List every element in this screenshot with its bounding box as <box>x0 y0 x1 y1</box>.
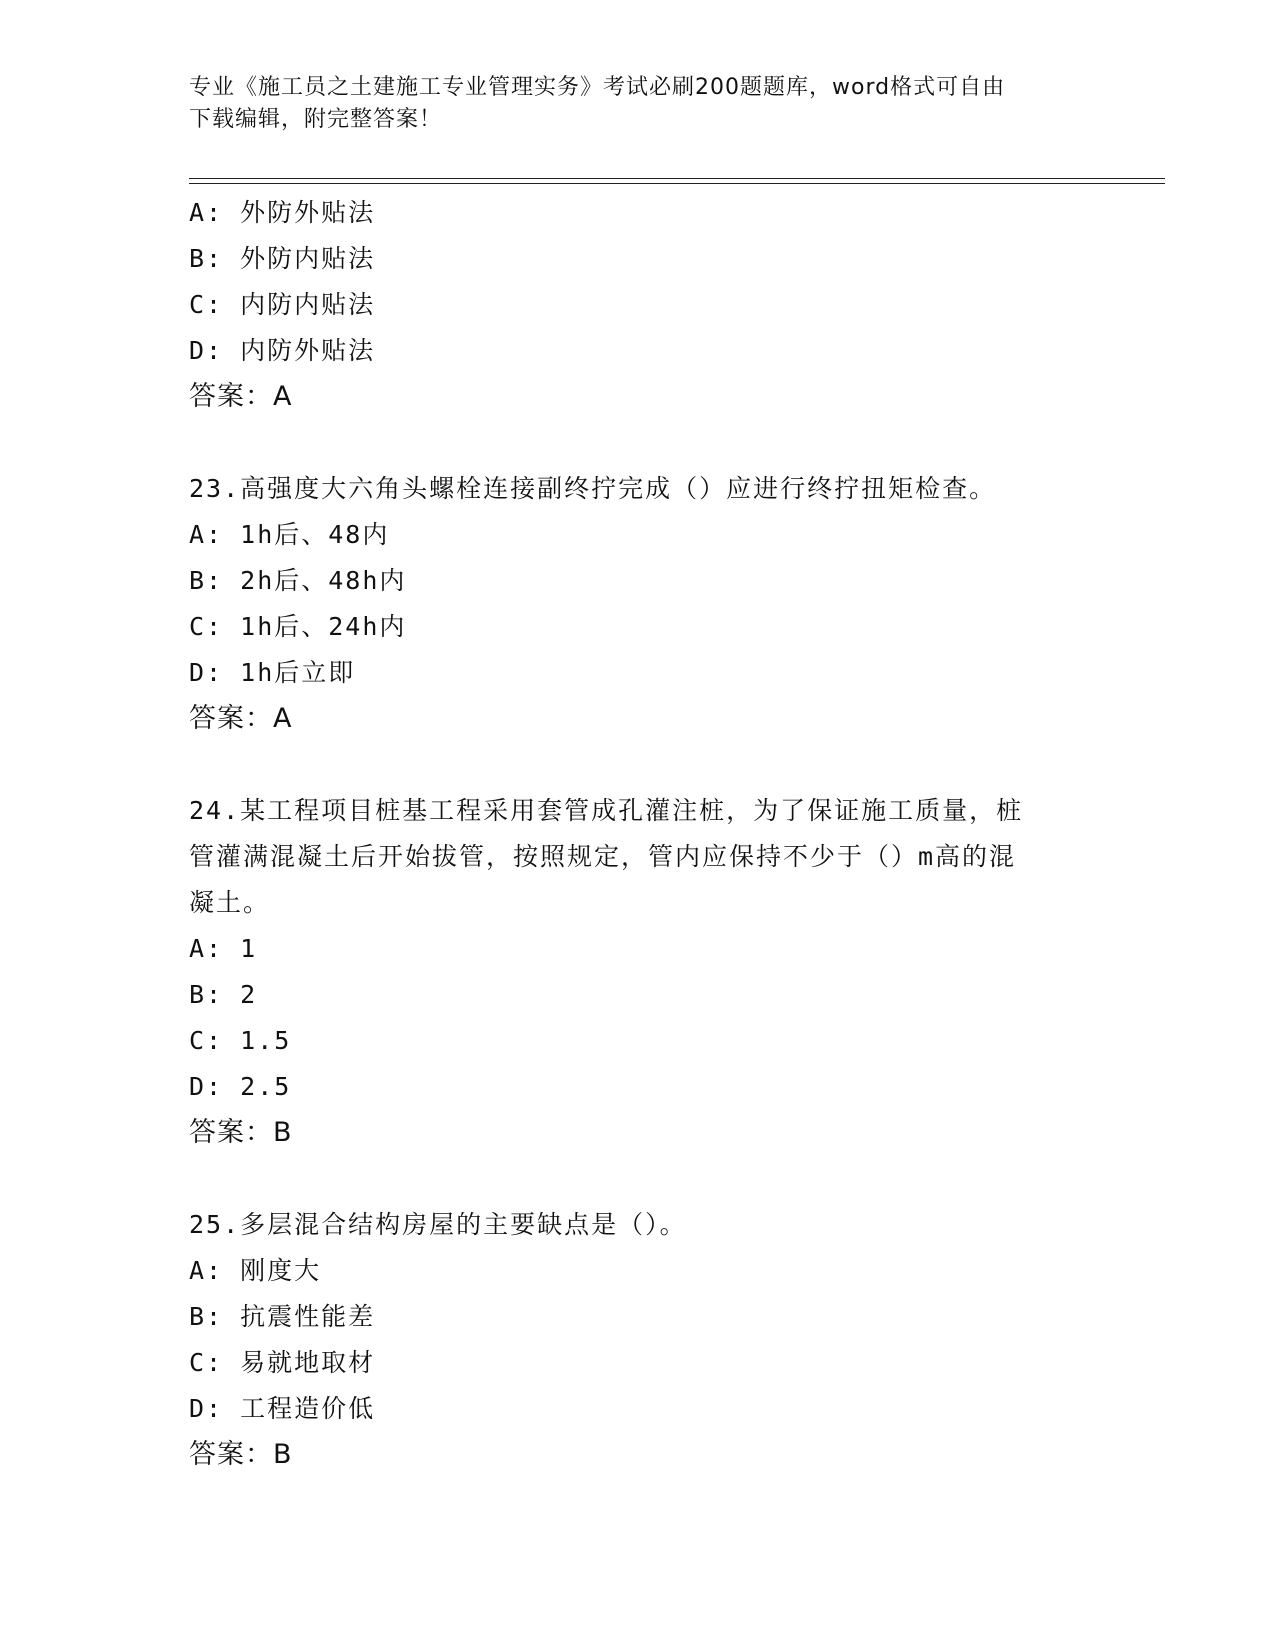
option-d: D: 内防外贴法 <box>189 336 376 365</box>
answer-line: 答案：A <box>189 381 293 412</box>
question-25 <box>189 1202 1149 1478</box>
question-stem-line: 凝土。 <box>189 888 271 917</box>
question-stem <box>189 788 1089 926</box>
question-stem: 25.多层混合结构房屋的主要缺点是（）。 <box>189 1210 687 1239</box>
question-list <box>189 190 1149 1478</box>
option-a: A: 刚度大 <box>189 1256 322 1285</box>
spacer <box>189 742 1149 788</box>
option-d: D: 1h后立即 <box>189 658 356 687</box>
option-c: C: 内防内贴法 <box>189 290 376 319</box>
document-header <box>189 72 1089 136</box>
option-d: D: 工程造价低 <box>189 1394 376 1423</box>
option-a: A: 外防外贴法 <box>189 198 376 227</box>
option-b: B: 抗震性能差 <box>189 1302 376 1331</box>
option-c: C: 易就地取材 <box>189 1348 376 1377</box>
option-a: A: 1h后、48内 <box>189 520 390 549</box>
option-b: B: 2h后、48h内 <box>189 566 407 595</box>
question-22 <box>189 190 1149 420</box>
answer-line: 答案：B <box>189 1439 293 1470</box>
option-a: A: 1 <box>189 934 258 963</box>
question-stem-line: 管灌满混凝土后开始拔管，按照规定，管内应保持不少于（）m高的混 <box>189 842 1017 871</box>
question-24 <box>189 788 1149 1156</box>
answer-line: 答案：A <box>189 703 293 734</box>
option-c: C: 1.5 <box>189 1026 292 1055</box>
option-c: C: 1h后、24h内 <box>189 612 407 641</box>
spacer <box>189 1156 1149 1202</box>
answer-line: 答案：B <box>189 1117 293 1148</box>
header-divider-bottom <box>189 183 1165 184</box>
option-b: B: 外防内贴法 <box>189 244 376 273</box>
header-divider-top <box>189 178 1165 179</box>
header-line-2: 下载编辑，附完整答案！ <box>189 107 443 132</box>
spacer <box>189 420 1149 466</box>
option-d: D: 2.5 <box>189 1072 292 1101</box>
header-line-1: 专业《施工员之土建施工专业管理实务》考试必刷200题题库，word格式可自由 <box>189 75 1006 100</box>
option-b: B: 2 <box>189 980 258 1009</box>
question-stem-line: 24.某工程项目桩基工程采用套管成孔灌注桩，为了保证施工质量，桩 <box>189 796 1024 825</box>
question-23 <box>189 466 1149 742</box>
question-stem: 23.高强度大六角头螺栓连接副终拧完成（）应进行终拧扭矩检查。 <box>189 474 997 503</box>
